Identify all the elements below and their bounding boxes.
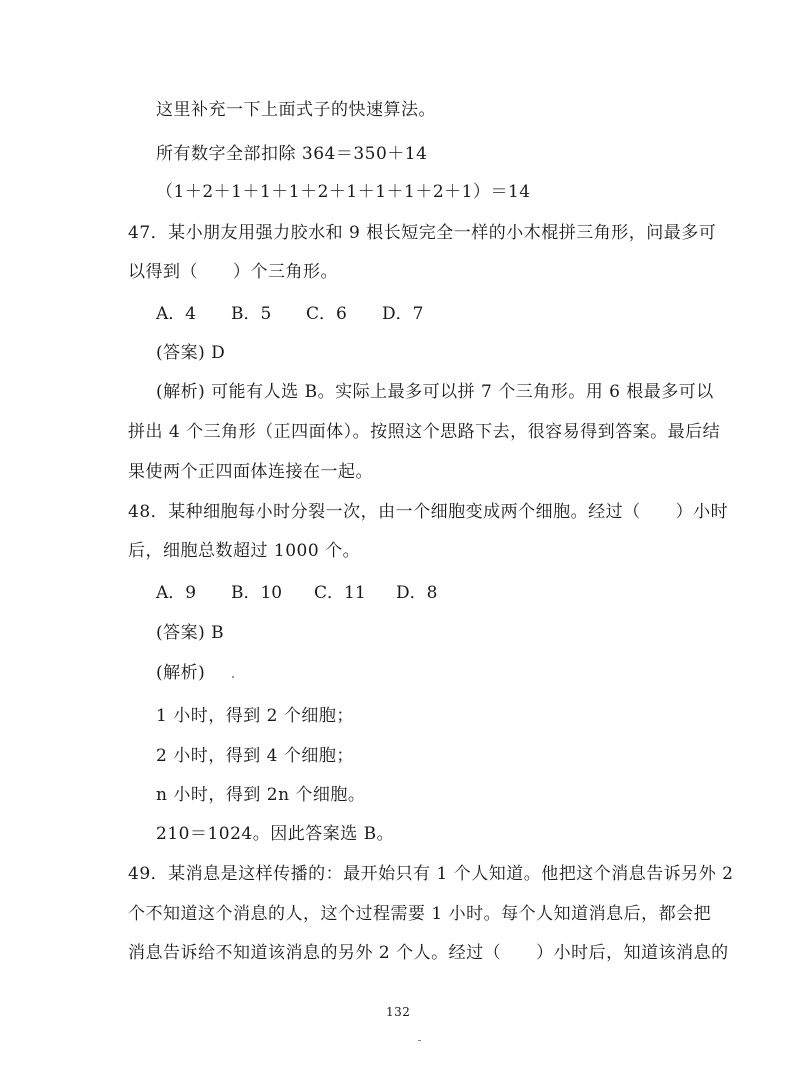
- q47-stem-line-1: 47．某小朋友用强力胶水和 9 根长短完全一样的小木棍拼三角形，问最多可: [128, 223, 717, 243]
- q48-explanation-line-3: n 小时，得到 2n 个细胞。: [156, 785, 366, 805]
- q48-stem-line-1: 48．某种细胞每小时分裂一次，由一个细胞变成两个细胞。经过（ ）小时: [128, 502, 729, 522]
- q47-option-a: A．4: [156, 304, 197, 324]
- q47-option-d: D．7: [382, 304, 424, 324]
- q47-stem-line-2: 以得到（ ）个三角形。: [128, 262, 338, 282]
- q47-explanation-line-1: (解析) 可能有人选 B。实际上最多可以拼 7 个三角形。用 6 根最多可以: [156, 382, 714, 402]
- q47-option-b: B．5: [231, 304, 272, 324]
- q48-option-c: C．11: [314, 583, 366, 603]
- q49-stem-line-2: 个不知道这个消息的人，这个过程需要 1 小时。每个人知道消息后，都会把: [128, 904, 712, 924]
- q48-explanation-line-1: 1 小时，得到 2 个细胞；: [156, 706, 354, 726]
- text-line-sum: （1＋2＋1＋1＋1＋2＋1＋1＋1＋2＋1）＝14: [156, 182, 531, 202]
- q47-answer: (答案) D: [156, 343, 226, 363]
- q48-option-a: A．9: [156, 583, 197, 603]
- q48-explanation-line-4: 210＝1024。因此答案选 B。: [156, 824, 395, 844]
- scan-speck: [418, 1040, 421, 1041]
- text-line-fast-method: 这里补充一下上面式子的快速算法。: [156, 100, 436, 120]
- q47-explanation-line-2: 拼出 4 个三角形（正四面体）。按照这个思路下去，很容易得到答案。最后结: [128, 422, 721, 442]
- q48-answer: (答案) B: [156, 623, 225, 643]
- q48-explanation-label: (解析): [156, 663, 206, 683]
- text-line-subtract: 所有数字全部扣除 364＝350＋14: [156, 144, 428, 164]
- q49-stem-line-1: 49．某消息是这样传播的：最开始只有 1 个人知道。他把这个消息告诉另外 2: [128, 864, 734, 884]
- q47-option-c: C．6: [306, 304, 347, 324]
- q48-explanation-line-2: 2 小时，得到 4 个细胞；: [156, 746, 354, 766]
- q48-option-d: D．8: [396, 583, 438, 603]
- q48-option-b: B．10: [231, 583, 283, 603]
- page-number: 132: [386, 1005, 411, 1019]
- q47-explanation-line-3: 果使两个正四面体连接在一起。: [128, 462, 373, 482]
- q48-stem-line-2: 后，细胞总数超过 1000 个。: [128, 541, 361, 561]
- q49-stem-line-3: 消息告诉给不知道该消息的另外 2 个人。经过（ ）小时后，知道该消息的: [128, 943, 729, 963]
- scan-speck: [232, 676, 234, 678]
